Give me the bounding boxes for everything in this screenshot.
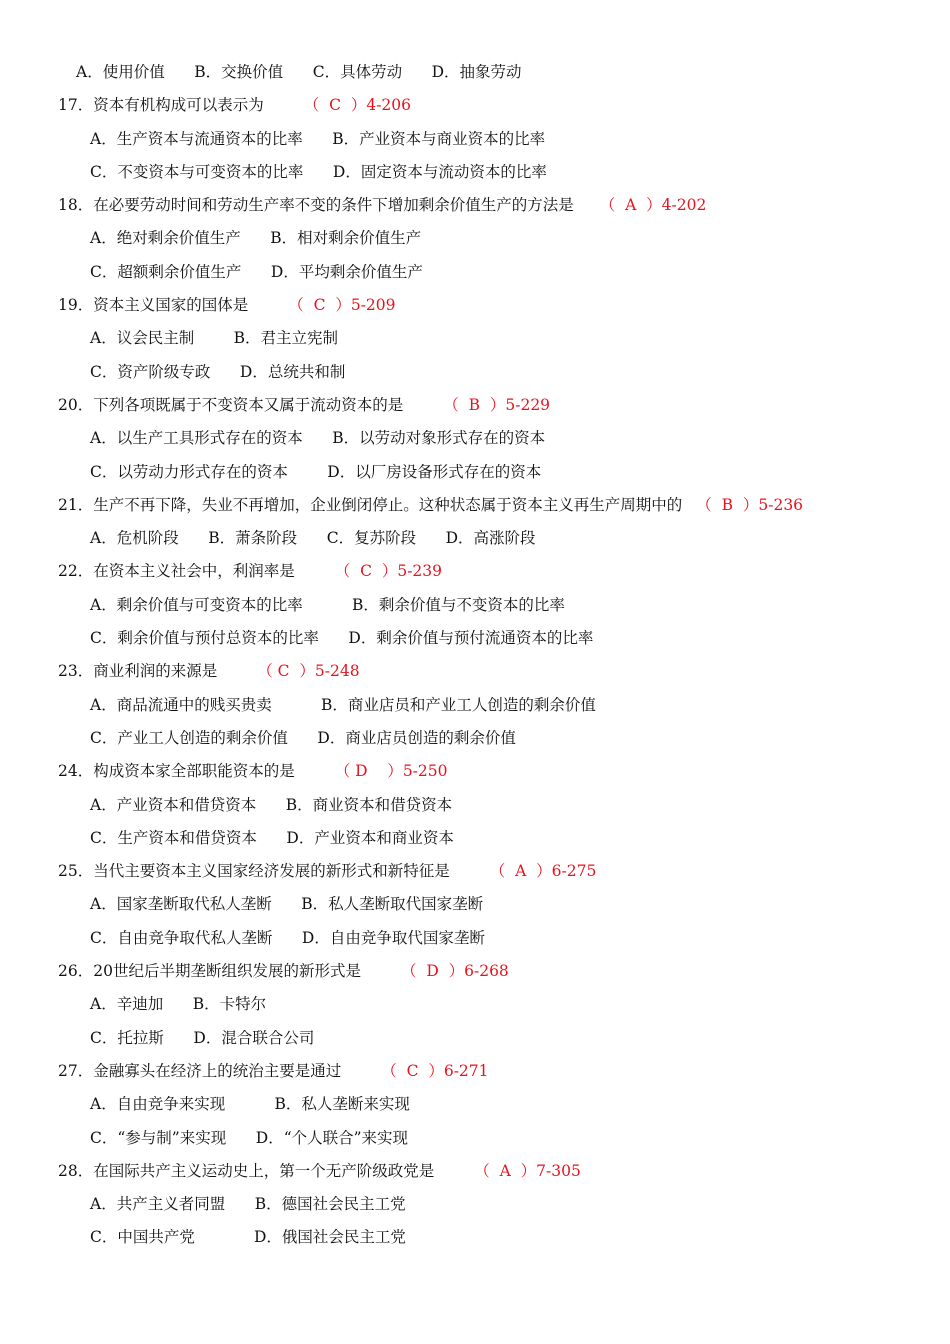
question-list (0, 89, 950, 1254)
question-block (0, 189, 950, 289)
question-block (0, 655, 950, 755)
page-reference: 6-271 (443, 1061, 489, 1080)
option-line: A．国家垄断取代私人垄断 B．私人垄断取代国家垄断 (90, 895, 484, 914)
option-line: A．共产主义者同盟 B．德国社会民主工党 (90, 1195, 406, 1214)
option-line: A．使用价值 B．交换价值 C．具体劳动 D．抽象劳动 (76, 63, 522, 81)
option-line: C．中国共产党 D．俄国社会民主工党 (90, 1228, 406, 1247)
question-line (0, 389, 950, 422)
option-line: A．辛迪加 B．卡特尔 (90, 995, 267, 1014)
option-line: A．议会民主制 B．君主立宪制 (90, 329, 339, 348)
page-reference: 5-250 (402, 762, 448, 781)
question-text: 构成资本家全部职能资本的是 (93, 762, 295, 781)
option-line: C．剩余价值与预付总资本的比率 D．剩余价值与预付流通资本的比率 (90, 629, 594, 648)
question-line (0, 555, 950, 588)
answer-bracket: （ C ） (288, 296, 351, 315)
question-line (0, 955, 950, 988)
question-text: 下列各项既属于不变资本又属于流动资本的是 (93, 395, 404, 414)
answer-bracket: （ C ） (334, 562, 398, 581)
option-line: A．绝对剩余价值生产 B．相对剩余价值生产 (90, 229, 422, 248)
question-block (0, 855, 950, 955)
option-line: C．资产阶级专政 D．总统共和制 (90, 362, 346, 381)
page-reference: 5-239 (397, 562, 443, 581)
question-number: 27． (58, 1061, 94, 1080)
answer-bracket: （ A ） (474, 1161, 537, 1180)
question-block (0, 289, 950, 389)
question-number: 22． (58, 562, 94, 581)
question-number: 23． (58, 662, 94, 681)
question-block (0, 1155, 950, 1255)
question-block (0, 489, 950, 556)
option-line: C．托拉斯 D．混合联合公司 (90, 1028, 315, 1047)
answer-bracket: （ D ） (400, 962, 465, 981)
question-text: 生产不再下降，失业不再增加，企业倒闭停止。这种状态属于资本主义再生产周期中的 (93, 495, 683, 514)
answer-bracket: （ A ） (599, 196, 662, 215)
question-text: 在资本主义社会中，利润率是 (93, 562, 295, 581)
option-line: A．危机阶段 B．萧条阶段 C．复苏阶段 D．高涨阶段 (90, 529, 536, 548)
question-text: 商业利润的来源是 (93, 662, 218, 681)
option-line: A．以生产工具形式存在的资本 B．以劳动对象形式存在的资本 (90, 429, 546, 448)
option-line: C．不变资本与可变资本的比率 D．固定资本与流动资本的比率 (90, 162, 547, 181)
question-line (0, 655, 950, 688)
page-reference: 5-209 (350, 296, 396, 315)
question-block (0, 555, 950, 655)
question-number: 17． (58, 96, 94, 115)
question-line (0, 755, 950, 788)
answer-bracket: （ C ） (257, 662, 315, 681)
question-text: 当代主要资本主义国家经济发展的新形式和新特征是 (93, 862, 450, 881)
option-line: C．自由竞争取代私人垄断 D．自由竞争取代国家垄断 (90, 928, 485, 947)
exam-document (0, 56, 950, 1255)
question-block (0, 389, 950, 489)
question-number: 21． (58, 495, 94, 514)
question-line (0, 1055, 950, 1088)
question-line (0, 855, 950, 888)
question-line (0, 289, 950, 322)
question-text: 资本有机构成可以表示为 (93, 96, 264, 115)
question-block (0, 1055, 950, 1155)
question-block (0, 955, 950, 1055)
option-line: A．商品流通中的贱买贵卖 B．商业店员和产业工人创造的剩余价值 (90, 695, 596, 714)
option-line: A．自由竞争来实现 B．私人垄断来实现 (90, 1095, 410, 1114)
question-text: 在必要劳动时间和劳动生产率不变的条件下增加剩余价值生产的方法是 (93, 196, 574, 215)
page-reference: 6-275 (551, 862, 597, 881)
page-reference: 5-229 (505, 395, 551, 414)
question-line (0, 489, 950, 522)
option-line: C．产业工人创造的剩余价值 D．商业店员创造的剩余价值 (90, 728, 516, 747)
question-line (0, 189, 950, 222)
page-reference: 5-236 (758, 495, 804, 514)
question-number: 25． (58, 862, 94, 881)
question-text: 在国际共产主义运动史上，第一个无产阶级政党是 (93, 1161, 435, 1180)
question-number: 18． (58, 196, 94, 215)
option-line: C．“参与制”来实现 D．“个人联合”来实现 (90, 1128, 409, 1147)
option-line: C．超额剩余价值生产 D．平均剩余价值生产 (90, 262, 423, 281)
question-number: 28． (58, 1161, 94, 1180)
answer-bracket: （ C ） (381, 1061, 444, 1080)
option-line: C．以劳动力形式存在的资本 D．以厂房设备形式存在的资本 (90, 462, 542, 481)
question-line (0, 1155, 950, 1188)
option-line: A．产业资本和借贷资本 B．商业资本和借贷资本 (90, 795, 453, 814)
question-number: 24． (58, 762, 94, 781)
question-text: 资本主义国家的国体是 (93, 296, 249, 315)
question-number: 26． (58, 962, 94, 981)
option-line: A．生产资本与流通资本的比率 B．产业资本与商业资本的比率 (90, 129, 546, 148)
page-reference: 4-206 (366, 96, 412, 115)
page-reference: 4-202 (661, 196, 707, 215)
option-line: C．生产资本和借贷资本 D．产业资本和商业资本 (90, 828, 454, 847)
question-block (0, 89, 950, 189)
answer-bracket: （ B ） (696, 495, 759, 514)
question-block (0, 755, 950, 855)
question-text: 20世纪后半期垄断组织发展的新形式是 (93, 962, 361, 981)
option-line: A．剩余价值与可变资本的比率 B．剩余价值与不变资本的比率 (90, 595, 565, 614)
answer-bracket: （ C ） (303, 96, 367, 115)
page-reference: 7-305 (536, 1161, 581, 1180)
page-reference: 5-248 (314, 662, 360, 681)
page-reference: 6-268 (464, 962, 509, 981)
question-line (0, 89, 950, 122)
question-number: 20． (58, 395, 94, 414)
answer-bracket: （ A ） (489, 862, 552, 881)
question-text: 金融寡头在经济上的统治主要是通过 (93, 1061, 342, 1080)
answer-bracket: （ B ） (443, 395, 506, 414)
answer-bracket: （ D ） (334, 762, 403, 781)
question-number: 19． (58, 296, 94, 315)
